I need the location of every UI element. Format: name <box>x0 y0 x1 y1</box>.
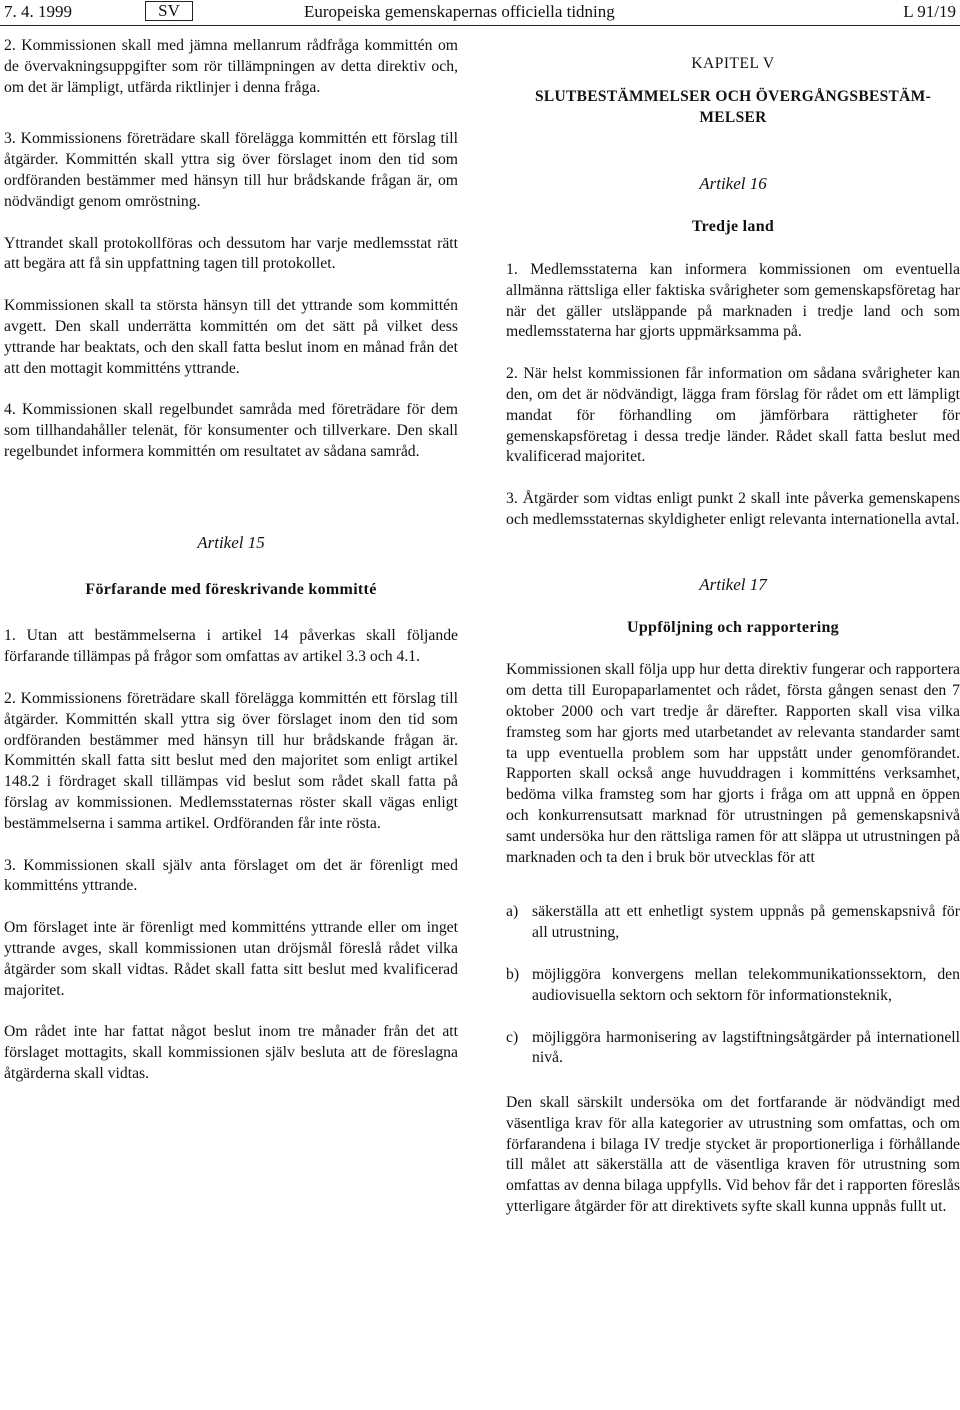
list-item-text: möjliggöra konvergens mellan telekommunikationssektorn, den audiovisuella sektorn och sektorn för informationsteknik, <box>532 965 960 1004</box>
paragraph: Om förslaget inte är förenligt med kommitténs yttrande eller om inget yttrande avges, skall kommissionen utan dröjsmål föreslå rådet vilka åtgärder som skall vidtas. Rådet skall fatta sitt beslut med kvalificerad majoritet. <box>4 919 458 999</box>
page-header <box>0 0 960 24</box>
paragraph: 2. Kommissionen skall med jämna mellanrum rådfråga kommittén om de övervakningsuppgifter som rör tillämpningen av detta direktiv och, om det är lämpligt, utfärda riktlinjer i denna fråga. <box>4 37 458 96</box>
paragraph: Kommissionen skall följa upp hur detta direktiv fungerar och rapportera om detta till Europaparlamentet och rådet, första gången senast den 7 oktober 2000 och vart tredje år därefter. Rapporten skall visa vilka framsteg som har gjorts med utarbetandet av relevanta standarder samt ta upp eventuella problem som har uppstått under genomförandet. Rapporten skall också ange huvuddragen i kommitténs verksamhet, bedöma vilka framsteg som har gjorts i fråga om att uppnå en öppen och konkurrensutsatt marknad för utrustningen på gemenskapsnivå samt undersöka hur den rättsliga ramen för att släppa ut utrustningen på marknaden och ta den i bruk bör utvecklas för att <box>506 661 960 866</box>
header-rule <box>0 25 960 26</box>
article-17-heading: Artikel 17 <box>699 574 767 594</box>
journal-title: Europeiska gemenskapernas officiella tidning <box>304 2 615 21</box>
paragraph: 2. Kommissionens företrädare skall förelägga kommittén ett förslag till åtgärder. Kommittén skall yttra sig över förslaget inom den tid som ordföranden bestämmer med hänsyn till hur brådskande frågan är. Kommittén skall fatta sitt beslut med den majoritet som enligt artikel 148.2 i fördraget skall tillämpas vid beslut som rådet skall fatta på förslag av kommissionen. Medlemsstaternas röster skall vägas enligt bestämmelserna i samma artikel. Ordföranden får inte rösta. <box>4 689 458 832</box>
right-column <box>506 36 960 1218</box>
paragraph: 3. Åtgärder som vidtas enligt punkt 2 skall inte påverka gemenskapens och medlemsstaternas skyldigheter enligt relevanta internationella avtal. <box>506 490 960 528</box>
language-badge: SV <box>145 1 193 21</box>
page-number: L 91/19 <box>903 2 956 21</box>
chapter-title: SLUTBESTÄMMELSER OCH ÖVERGÅNGSBESTÄM-MELSER <box>534 87 932 126</box>
list-item-text: möjliggöra harmonisering av lagstiftningsåtgärder på internationell nivå. <box>532 1028 960 1067</box>
left-column <box>4 36 458 1085</box>
paragraph: 2. När helst kommissionen får information om sådana svårigheter kan den, om det är nödvändigt, lägga fram förslag för rådet om ett lämpligt mandat för förhandling om jämförbara rättigheter för gemenskapsföretag i dessa tredje länder. Rådet skall fatta beslut med kvalificerad majoritet. <box>506 365 960 466</box>
paragraph: 1. Utan att bestämmelserna i artikel 14 påverkas skall följande förfarande tillämpas på frågor som omfattas av artikel 3.3 och 4.1. <box>4 627 458 666</box>
article-16-heading: Artikel 16 <box>699 174 767 194</box>
list-item-label: b) <box>506 965 520 983</box>
article-16-title: Tredje land <box>691 218 775 236</box>
paragraph: Kommissionen skall ta största hänsyn till det yttrande som kommittén avgett. Den skall underrätta kommittén om det sätt på vilket dess yttrande har beaktats, och den skall fatta beslut inom en månad från det att den mottagit kommitténs yttrande. <box>4 297 458 377</box>
list-item-label: c) <box>506 1028 519 1046</box>
article-15-title: Förfarande med föreskrivande kommitté <box>85 580 377 598</box>
chapter-heading: KAPITEL V <box>691 55 775 72</box>
header-date: 7. 4. 1999 <box>4 2 72 21</box>
paragraph: 4. Kommissionen skall regelbundet samråda med företrädare för dem som tillhandahåller telenät, för konsumenter och tillverkare. Den skall regelbundet informera kommittén om resultatet av sådana samråd. <box>4 401 458 460</box>
article-17-title: Uppföljning och rapportering <box>627 618 839 636</box>
list-item-text: säkerställa att ett enhetligt system uppnås på gemenskapsnivå för all utrustning, <box>532 903 960 942</box>
paragraph: 1. Medlemsstaterna kan informera kommissionen om eventuella allmänna rättsliga eller faktiska svårigheter som gemenskapsföretag har när det gäller utsläppande på marknaden i tredje land och som medlemsstaterna har gjorts uppmärksamma på. <box>506 260 960 341</box>
paragraph: Den skall särskilt undersöka om det fortfarande är nödvändigt med väsentliga krav för alla kategorier av utrustning som omfattas, och om förfarandena i bilaga IV tredje stycket är proportionerliga i förhållande till målet att säkerställa att de väsentliga kraven för utrustning som omfattas av denna bilaga uppfylls. Vid behov får det i rapporten föreslås ytterligare åtgärder för att direktivets syfte skall kunna uppnås fullt ut. <box>506 1094 960 1216</box>
paragraph: 3. Kommissionen skall själv anta förslaget om det är förenligt med kommitténs yttrande. <box>4 856 458 895</box>
article-15-heading: Artikel 15 <box>197 532 265 552</box>
list-item <box>506 902 960 944</box>
list-item-label: a) <box>506 903 519 921</box>
paragraph: 3. Kommissionens företrädare skall förelägga kommittén ett förslag till åtgärder. Kommittén skall yttra sig över förslaget inom den tid som ordföranden bestämmer med hänsyn till hur brådskande frågan är, om nödvändigt genom omröstning. <box>4 130 458 210</box>
paragraph: Yttrandet skall protokollföras och dessutom har varje medlemsstat rätt att begära att få sin uppfattning tagen till protokollet. <box>4 234 458 273</box>
list-item <box>506 1028 960 1070</box>
list-item <box>506 965 960 1007</box>
paragraph: Om rådet inte har fattat något beslut inom tre månader från det att förslaget mottagits, skall kommissionen själv besluta att de föreslagna åtgärderna skall vidtas. <box>4 1023 458 1082</box>
